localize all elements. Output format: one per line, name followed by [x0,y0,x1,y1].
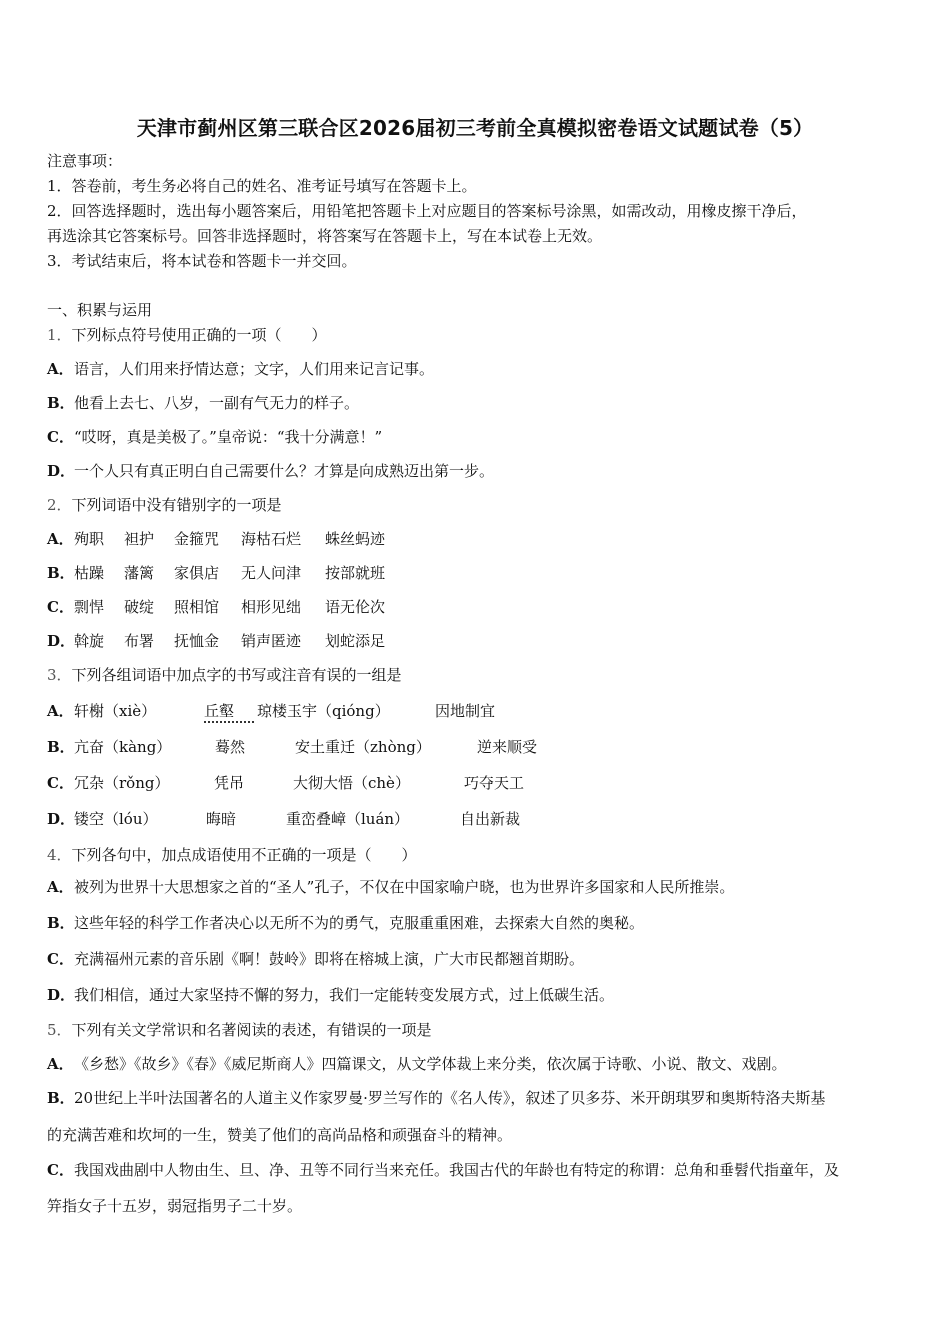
option-label: B． [47,738,75,756]
q5-option-c-continued: 笄指女子十五岁，弱冠指男子二十岁。 [47,1197,303,1215]
q5-option-c [47,1160,839,1180]
option-label: D． [47,632,76,650]
option-text: 语言，人们用来抒情达意；文字，人们用来记言记事。 [74,360,435,378]
word: 轩榭（xiè） [74,702,157,720]
q4-option-d [47,985,614,1005]
section-heading: 一、积累与运用 [47,301,153,319]
word: 殉职 [74,530,105,548]
question-number: 2． [47,496,72,514]
option-label: A． [47,1055,74,1073]
question-number: 1． [47,326,72,344]
word: 巧夺天工 [464,774,525,792]
option-label: A． [47,702,74,720]
option-text: 这些年轻的科学工作者决心以无所不为的勇气，克服重重困难，去探索大自然的奥秘。 [74,914,645,932]
word: 划蛇添足 [325,632,386,650]
option-text: 被列为世界十大思想家之首的“圣人”孔子，不仅在中国家喻户晓，也为世界许多国家和人民所推崇。 [74,878,735,896]
option-label: C． [47,598,74,616]
word: 相形见绌 [241,598,302,616]
option-text: 20世纪上半叶法国著名的人道主义作家罗曼·罗兰写作的《名人传》，叙述了贝多芬、米开朗琪罗和奥斯特洛夫斯基 [74,1089,826,1107]
word: 丘壑 [204,701,254,723]
word: 逆来顺受 [477,738,538,756]
question-number: 4． [47,846,72,864]
option-label: D． [47,810,76,828]
word: 藩篱 [124,564,155,582]
option-label: A． [47,878,74,896]
page-title: 天津市蓟州区第三联合区2026届初三考前全真模拟密卷语文试题试卷（5） [136,116,814,140]
option-text: 充满福州元素的音乐剧《啊！鼓岭》即将在榕城上演，广大市民都翘首期盼。 [74,950,585,968]
question-2 [47,495,282,515]
word: 照相馆 [174,598,220,616]
q4-option-a [47,877,734,897]
word: 自出新裁 [460,810,521,828]
word: 布署 [124,632,155,650]
q2-option-c [47,597,385,617]
option-label: C． [47,774,74,792]
q5-option-a [47,1054,787,1074]
word: 凭吊 [214,774,245,792]
q1-option-a [47,359,434,379]
option-label: B． [47,564,75,582]
word: 剽悍 [74,598,105,616]
question-number: 5． [47,1021,72,1039]
option-text: 一个人只有真正明白自己需要什么？才算是向成熟迈出第一步。 [74,462,495,480]
option-label: A． [47,360,74,378]
q2-option-a [47,529,385,549]
option-label: D． [47,986,76,1004]
word: 破绽 [124,598,155,616]
word: 晦暗 [206,810,237,828]
q1-option-b [47,393,359,413]
word: 斡旋 [74,632,105,650]
q2-option-d [47,631,385,651]
word: 海枯石烂 [241,530,302,548]
option-text: 我们相信，通过大家坚持不懈的努力，我们一定能转变发展方式，过上低碳生活。 [74,986,615,1004]
word: 家俱店 [174,564,220,582]
word: 袒护 [124,530,155,548]
word: 蓦然 [215,738,246,756]
q1-option-c [47,427,382,447]
question-stem: 下列有关文学常识和名著阅读的表述，有错误的一项是 [71,1021,432,1039]
word: 枯躁 [74,564,105,582]
question-stem: 下列各句中，加点成语使用不正确的一项是（ ） [71,846,417,864]
notice-item: 1．答卷前，考生务必将自己的姓名、准考证号填写在答题卡上。 [47,177,477,195]
word: 无人问津 [241,564,302,582]
notice-item: 3．考试结束后，将本试卷和答题卡一并交回。 [47,252,357,270]
word: 安土重迁（zhòng） [295,738,431,756]
notice-item: 2．回答选择题时，选出每小题答案后，用铅笔把答题卡上对应题目的答案标号涂黑，如需改动，用橡皮擦干净后， [47,202,807,220]
question-1 [47,325,327,345]
question-stem: 下列词语中没有错别字的一项是 [71,496,282,514]
notice-heading: 注意事项： [47,152,123,170]
q2-option-b [47,563,385,583]
option-label: D． [47,462,76,480]
q3-option-c [47,773,524,793]
word: 语无伦次 [325,598,386,616]
word: 冗杂（rǒng） [74,774,170,792]
option-label: C． [47,1161,74,1179]
option-label: A． [47,530,74,548]
option-label: B． [47,1089,75,1107]
question-4 [47,845,417,865]
q3-option-a [47,701,495,723]
question-3 [47,665,402,685]
word: 大彻大悟（chè） [293,774,410,792]
notice-item: 再选涂其它答案标号。回答非选择题时，将答案写在答题卡上，写在本试卷上无效。 [47,227,603,245]
option-text: 他看上去七、八岁，一副有气无力的样子。 [74,394,360,412]
question-stem: 下列标点符号使用正确的一项（ ） [71,326,327,344]
q5-option-b-continued: 的充满苦难和坎坷的一生，赞美了他们的高尚品格和顽强奋斗的精神。 [47,1126,513,1144]
word: 重峦叠嶂（luán） [286,810,410,828]
word: 按部就班 [325,564,386,582]
word: 抚恤金 [174,632,220,650]
question-number: 3． [47,666,72,684]
option-label: C． [47,428,74,446]
word: 因地制宜 [435,702,496,720]
question-stem: 下列各组词语中加点字的书写或注音有误的一组是 [71,666,402,684]
option-label: C． [47,950,74,968]
word: 亢奋（kàng） [74,738,172,756]
q3-option-d [47,809,520,829]
word: 镂空（lóu） [74,810,158,828]
word: 金箍咒 [174,530,220,548]
option-label: B． [47,394,75,412]
word: 销声匿迹 [241,632,302,650]
option-label: B． [47,914,75,932]
word: 蛛丝蚂迹 [325,530,386,548]
option-text: “哎呀，真是美极了。”皇帝说：“我十分满意！” [74,428,383,446]
q4-option-b [47,913,644,933]
option-text: 《乡愁》《故乡》《春》《威尼斯商人》四篇课文，从文学体裁上来分类，依次属于诗歌、小说、散文、戏剧。 [74,1055,787,1073]
q3-option-b [47,737,537,757]
word: 琼楼玉宇（qióng） [257,702,390,720]
q1-option-d [47,461,494,481]
q5-option-b [47,1088,825,1108]
question-5 [47,1020,432,1040]
option-text: 我国戏曲剧中人物由生、旦、净、丑等不同行当来充任。我国古代的年龄也有特定的称谓：总角和垂髫代指童年，及 [74,1161,840,1179]
q4-option-c [47,949,584,969]
